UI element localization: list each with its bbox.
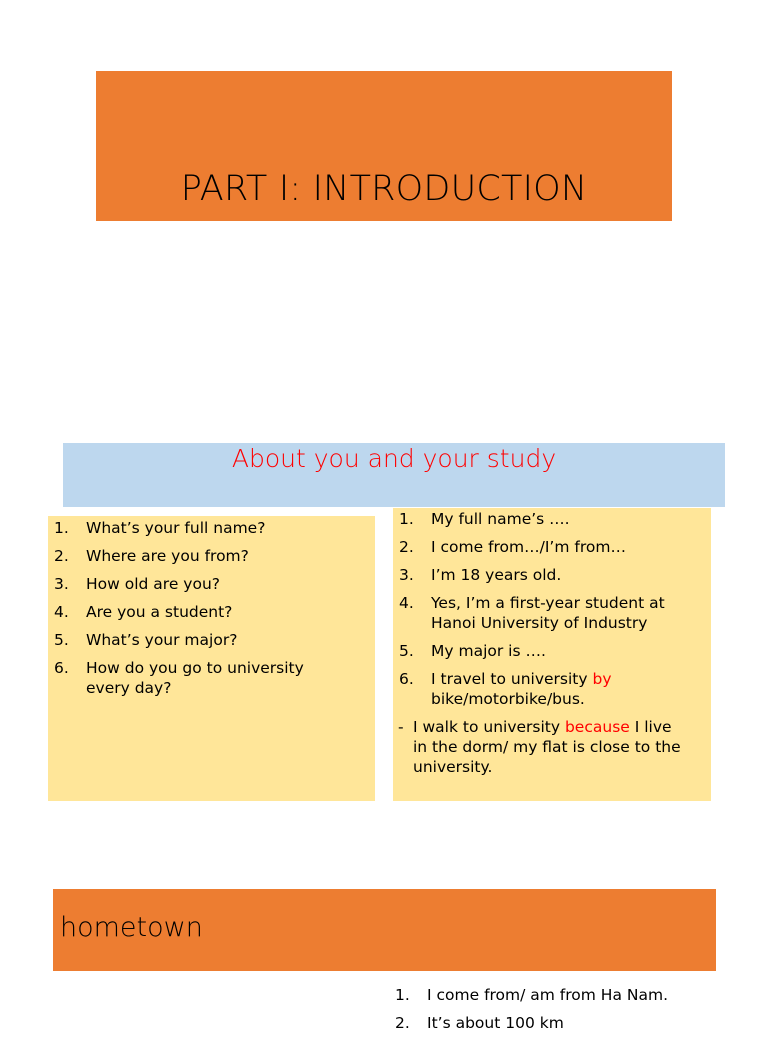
answers-list (393, 509, 711, 777)
answer-item: 1. My full name’s …. (399, 510, 570, 528)
answer-item: 2. It’s about 100 km (395, 1014, 564, 1032)
answer-item: 2. I come from…/I’m from… (399, 538, 626, 556)
answer-item: 4. Yes, I’m a first-year student at Hanoi University of Industry (399, 594, 665, 632)
answer-item: 5. My major is …. (399, 642, 546, 660)
answer-item: 6. I travel to university by bike/motorbike/bus. (399, 670, 612, 708)
answer-item: - I walk to university because I live in the dorm/ my flat is close to the university. (398, 718, 681, 776)
hometown-heading: hometown (60, 912, 203, 943)
questions-panel (48, 516, 375, 801)
section-header (63, 443, 725, 507)
question-item: 1. What’s your full name? (54, 519, 266, 537)
question-item: 3. How old are you? (54, 575, 220, 593)
page-title: PART I: INTRODUCTION (180, 169, 588, 209)
hometown-banner (53, 889, 716, 971)
questions-list (48, 518, 375, 698)
question-item: 6. How do you go to university every day? (54, 659, 304, 697)
answer-item: 3. I’m 18 years old. (399, 566, 562, 584)
answer-item: 1. I come from/ am from Ha Nam. (395, 986, 669, 1004)
answers-panel (393, 508, 711, 801)
question-item: 4. Are you a student? (54, 603, 233, 621)
highlight-word: by (592, 670, 612, 688)
highlight-word: because (564, 718, 630, 736)
question-item: 5. What’s your major? (54, 631, 238, 649)
section-heading: About you and your study (231, 444, 557, 473)
hometown-answers-list (393, 985, 668, 1041)
question-item: 2. Where are you from? (54, 547, 249, 565)
